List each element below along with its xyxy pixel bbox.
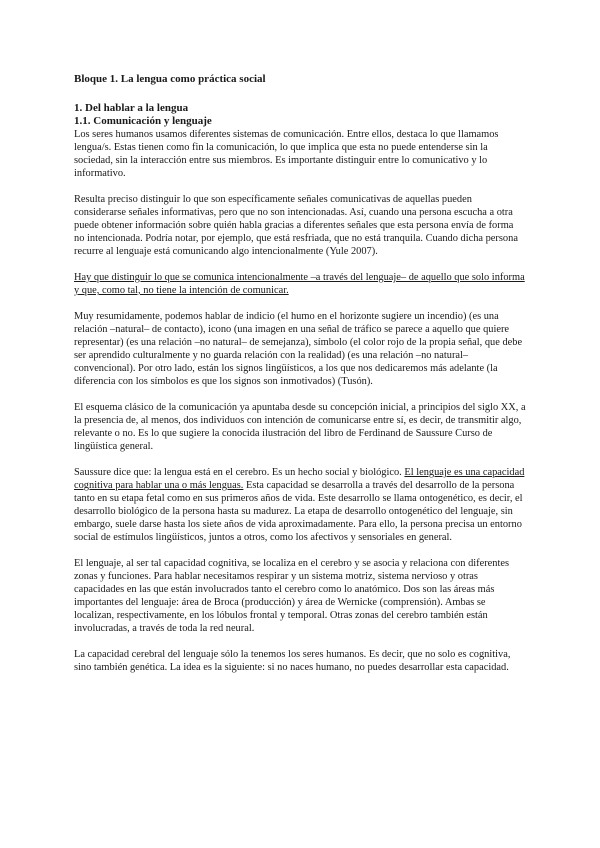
paragraph-6-rest: Esta capacidad se desarrolla a través del desarrollo de la persona tanto en su etapa fetal como en sus primeros años de vida. Este desarrollo se llama ontogenético, es decir, el desarrollo biológico de la persona hasta su madurez. La etapa de desarrollo ontogenético del lenguaje, sin embargo, suele darse hasta los siete años de vida aproximadamente. Para ello, la persona precisa un entorno social de estímulos lingüísticos, juntos a otros, como los afectivos y sensoriales en general. [74,480,523,543]
subsection-title: 1.1. Comunicación y lenguaje [74,115,212,127]
paragraph-4: Muy resumidamente, podemos hablar de indicio (el humo en el horizonte sugiere un incendio) (es una relación –natural– de contacto), icono (una imagen en una señal de tráfico se parece a aquello que quiere representar) (es una relación –no natural– de semejanza), símbolo (el color rojo de la propia señal, que debe ser aprendido culturalmente y no guarda relación con la realidad) (es una relación –no natural– convencional). Por otro lado, están los signos lingüísticos, a los que nos dedicaremos más adelante (la diferencia con los símbolos es que los signos son inmotivados) (Tusón). [74,311,523,387]
document-body [74,73,526,687]
paragraph-5: El esquema clásico de la comunicación ya apuntaba desde su concepción inicial, a principios del siglo XX, a la presencia de, al menos, dos individuos con intención de comunicarse entre sí, es decir, de transmitir algo, relevante o no. Es lo que sugiere la conocida ilustración del libro de Ferdinand de Saussure Curso de lingüística general. [74,402,526,452]
paragraph-6 [74,466,526,544]
paragraph-6-intro: Saussure dice que: la lengua está en el cerebro. Es un hecho social y biológico. [74,467,405,478]
paragraph-3-underlined: Hay que distinguir lo que se comunica intencionalmente –a través del lenguaje– de aquello que solo informa y que, como tal, no tiene la intención de comunicar. [74,272,525,296]
paragraph-1: Los seres humanos usamos diferentes sistemas de comunicación. Entre ellos, destaca lo que llamamos lengua/s. Estas tienen como fin la comunicación, lo que implica que esta no puede entenderse sin la sociedad, sin la interacción entre sus miembros. Es importante distinguir entre lo comunicativo y lo informativo. [74,129,499,179]
paragraph-7: El lenguaje, al ser tal capacidad cognitiva, se localiza en el cerebro y se asocia y relaciona con diferentes zonas y funciones. Para hablar necesitamos respirar y un sistema motriz, sistema nervioso y otras capacidades en las que están involucrados tanto el cerebro como lo anatómico. Dos son las áreas más importantes del lenguaje: área de Broca (producción) y área de Wernicke (comprensión). Ambas se localizan, respectivamente, en los lóbulos frontal y temporal. Otras zonas del cerebro también están involucradas, a través de toda la red neural. [74,558,510,634]
paragraph-2: Resulta preciso distinguir lo que son específicamente señales comunicativas de aquellas pueden considerarse señales informativas, pero que no son intencionadas. Así, cuando una persona escucha a otra puede obtener información sobre quién habla gracias a diferentes señales que esta persona envía de forma no intencionada. Podría notar, por ejemplo, que está resfriada, que no está tranquila. Cuando dicha persona recurre al lenguaje está comunicando algo intencionalmente (Yule 2007). [74,194,518,257]
paragraph-6-underlined: El lenguaje es una capacidad cognitiva para hablar una o más lenguas. [74,467,525,491]
paragraph-8: La capacidad cerebral del lenguaje sólo la tenemos los seres humanos. Es decir, que no solo es cognitiva, sino también genética. La idea es la siguiente: si no naces humano, no puedes desarrollar esta capacidad. [74,649,511,673]
bloque-title: Bloque 1. La lengua como práctica social [74,73,266,85]
section-title: 1. Del hablar a la lengua [74,102,189,114]
